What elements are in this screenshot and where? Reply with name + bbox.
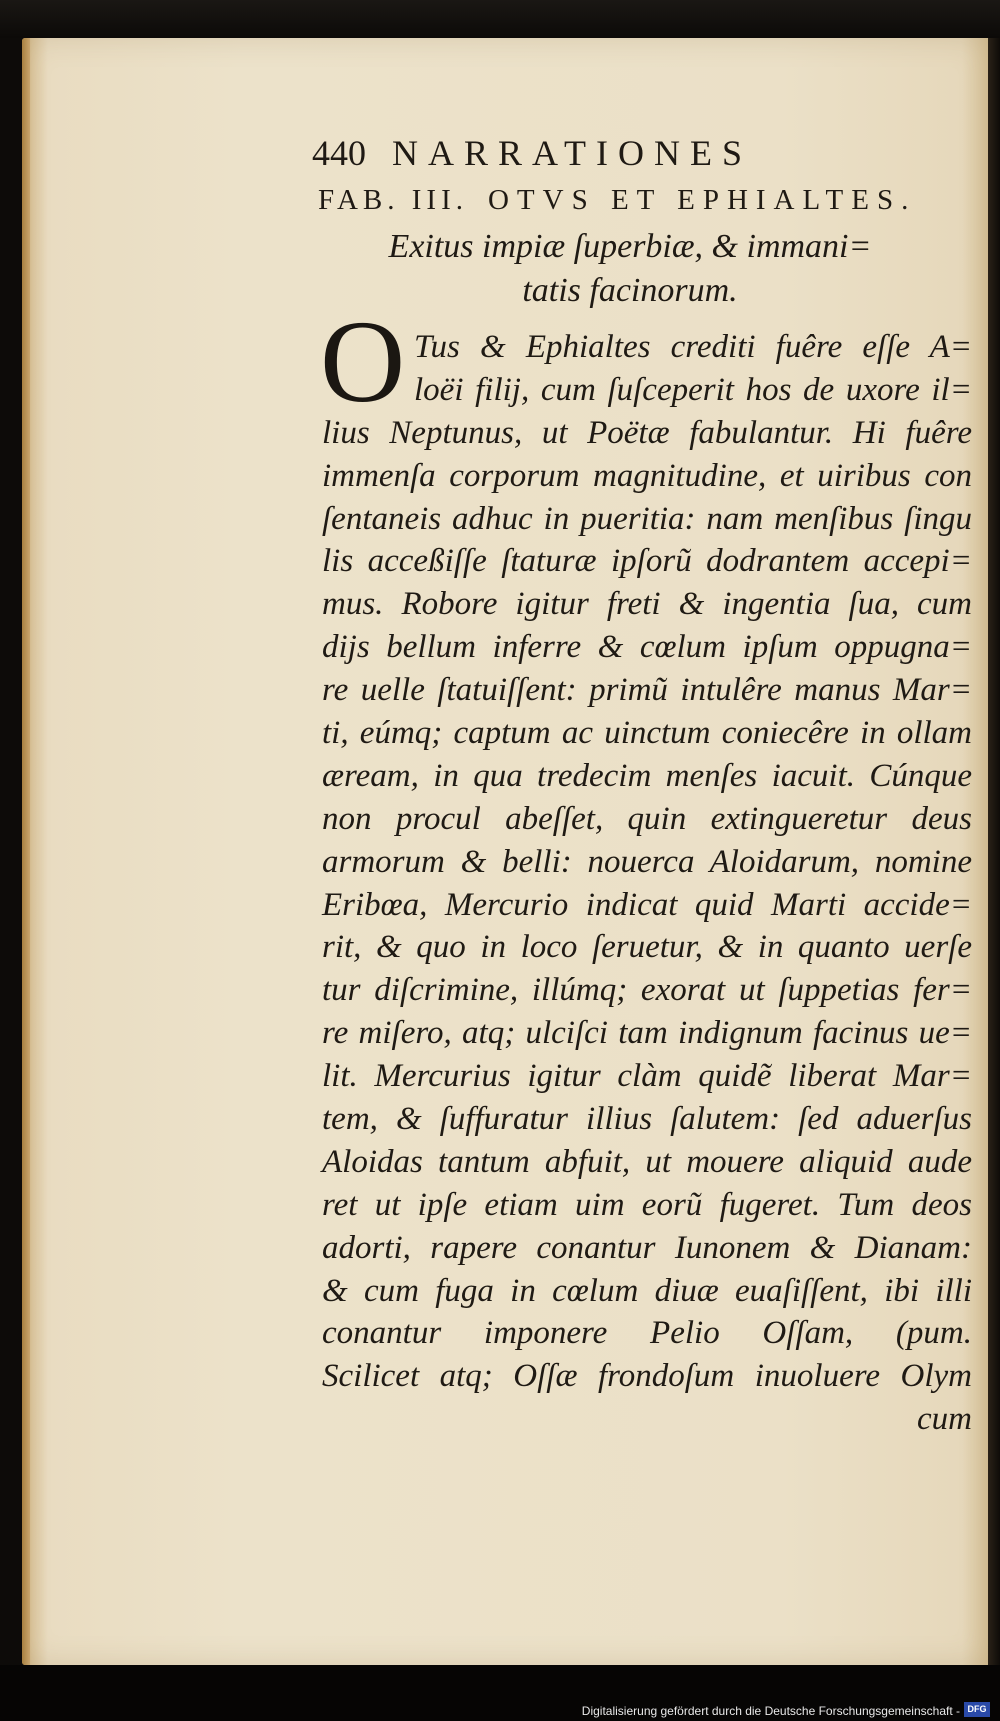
- page-number: 440: [312, 133, 366, 173]
- text-line: armorum & belli: nouerca Aloidarum, nomine: [322, 843, 972, 880]
- text-line: Tus & Ephialtes crediti fuêre eſſe A=: [414, 329, 972, 365]
- text-line: loëi filij, cum ſuſceperit hos de uxore il=: [414, 371, 972, 408]
- fable-heading: [318, 184, 938, 217]
- text-line: lis acceßiſſe ſtaturæ ipſorũ dodrantem accepi=: [322, 543, 972, 580]
- text-line: immenſa corporum magnitudine, et uiribus con: [322, 457, 972, 494]
- fable-label: FAB. III.: [318, 184, 468, 216]
- text-line: lius Neptunus, ut Poëtæ fabulantur. Hi fuêre: [322, 414, 972, 451]
- text-line: ret ut ipſe etiam uim eorũ fugeret. Tum deos: [322, 1186, 972, 1223]
- catchword: cum: [917, 1401, 972, 1438]
- text-line: rit, & quo in loco ſeruetur, & in quanto uerſe: [322, 929, 972, 966]
- text-line: re uelle ſtatuiſſent: primũ intulêre manus Mar=: [322, 672, 972, 709]
- text-line: mus. Robore igitur freti & ingentia ſua, cum: [322, 586, 972, 623]
- text-line: ti, eúmq; captum ac uinctum coniecêre in ollam: [322, 715, 972, 752]
- scan-background-top: [0, 0, 1000, 38]
- running-title: NARRATIONES: [392, 133, 753, 173]
- text-line: ſentaneis adhuc in pueritia: nam menſibus ſingu: [322, 500, 972, 537]
- page-edge: [22, 38, 30, 1665]
- text-line: & cum fuga in cœlum diuæ euaſiſſent, ibi illi: [322, 1272, 972, 1309]
- text-line: lit. Mercurius igitur clàm quidẽ liberat Mar=: [322, 1058, 972, 1095]
- drop-cap-initial: O: [320, 296, 406, 427]
- text-line: conantur imponere Pelio Oſſam, (pum.: [322, 1315, 972, 1352]
- text-line: Eribœa, Mercurio indicat quid Marti accide=: [322, 886, 972, 923]
- text-line: tur diſcrimine, illúmq; exorat ut ſuppetias fer=: [322, 972, 972, 1009]
- fable-subtitle-line-1: Exitus impiæ ſuperbiæ, & immani=: [388, 228, 872, 265]
- running-header: [312, 132, 752, 174]
- text-line: re miſero, atq; ulciſci tam indignum facinus ue=: [322, 1015, 972, 1052]
- text-line: adorti, rapere conantur Iunonem & Dianam:: [322, 1229, 972, 1266]
- fable-name: OTVS ET EPHIALTES.: [487, 184, 917, 216]
- text-line: dijs bellum inferre & cœlum ipſum oppugna=: [322, 629, 972, 666]
- fable-subtitle-line-2: tatis facinorum.: [522, 272, 738, 309]
- digitization-note: Digitalisierung gefördert durch die Deutsche Forschungsgemeinschaft -: [581, 1704, 960, 1718]
- body-text: [322, 326, 972, 1441]
- scan-background-right: [988, 38, 1000, 1665]
- text-line: Scilicet atq; Oſſæ frondoſum inuoluere Olym: [322, 1358, 972, 1395]
- dfg-logo: DFG: [964, 1702, 990, 1717]
- text-line: tem, & ſuffuratur illius ſalutem: ſed aduerſus: [322, 1101, 972, 1138]
- text-line: non procul abeſſet, quin extingueretur deus: [322, 800, 972, 837]
- text-line: Aloidas tantum abfuit, ut mouere aliquid aude: [322, 1143, 972, 1180]
- text-line: æream, in qua tredecim menſes iacuit. Cúnque: [322, 757, 972, 794]
